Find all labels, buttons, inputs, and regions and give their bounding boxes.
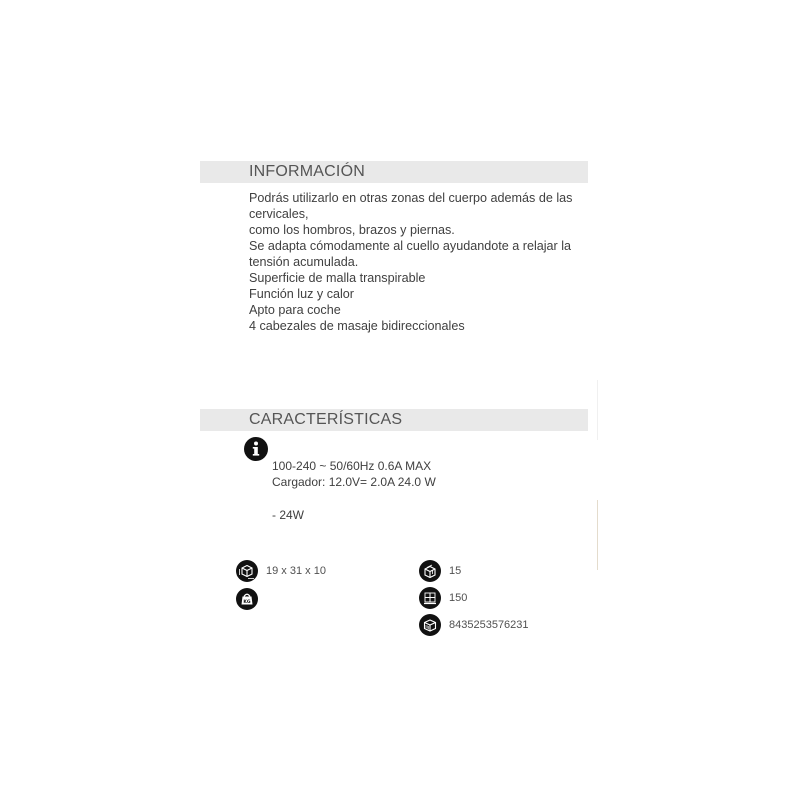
info-line: como los hombros, brazos y piernas.: [249, 223, 455, 237]
info-line: Podrás utilizarlo en otras zonas del cuerpo además de las: [249, 191, 573, 205]
units-pallet-value: 150: [449, 592, 468, 604]
weight-badge: KG: [243, 600, 251, 605]
units-box-value: 15: [449, 565, 462, 577]
divider-line: [597, 380, 598, 440]
box-units-icon: [419, 560, 441, 582]
dimensions-value: 19 x 31 x 10: [266, 565, 326, 577]
box-dimensions-icon: [236, 560, 258, 582]
informacion-header: [200, 161, 588, 183]
info-line: Superficie de malla transpirable: [249, 271, 426, 285]
divider-line: [597, 500, 598, 570]
spec-line-voltage: 100-240 ~ 50/60Hz 0.6A MAX: [272, 459, 432, 473]
ean-value: 8435253576231: [449, 619, 529, 631]
barcode-box-icon: [419, 614, 441, 636]
info-line: Apto para coche: [249, 303, 341, 317]
info-icon: [244, 437, 268, 461]
caracteristicas-title: CARACTERÍSTICAS: [249, 411, 403, 428]
info-line: tensión acumulada.: [249, 255, 359, 269]
spec-power: - 24W: [272, 508, 305, 522]
caracteristicas-header: [200, 409, 588, 431]
info-line: cervicales,: [249, 207, 309, 221]
spec-line-charger: Cargador: 12.0V= 2.0A 24.0 W: [272, 475, 436, 489]
informacion-title: INFORMACIÓN: [249, 163, 365, 180]
info-line: Se adapta cómodamente al cuello ayudandote a relajar la: [249, 239, 572, 253]
pallet-icon: [419, 587, 441, 609]
spec-block: [272, 458, 436, 490]
info-line: Función luz y calor: [249, 287, 354, 301]
informacion-description: [249, 190, 589, 334]
info-line: 4 cabezales de masaje bidireccionales: [249, 319, 465, 333]
weight-icon: [236, 588, 258, 610]
